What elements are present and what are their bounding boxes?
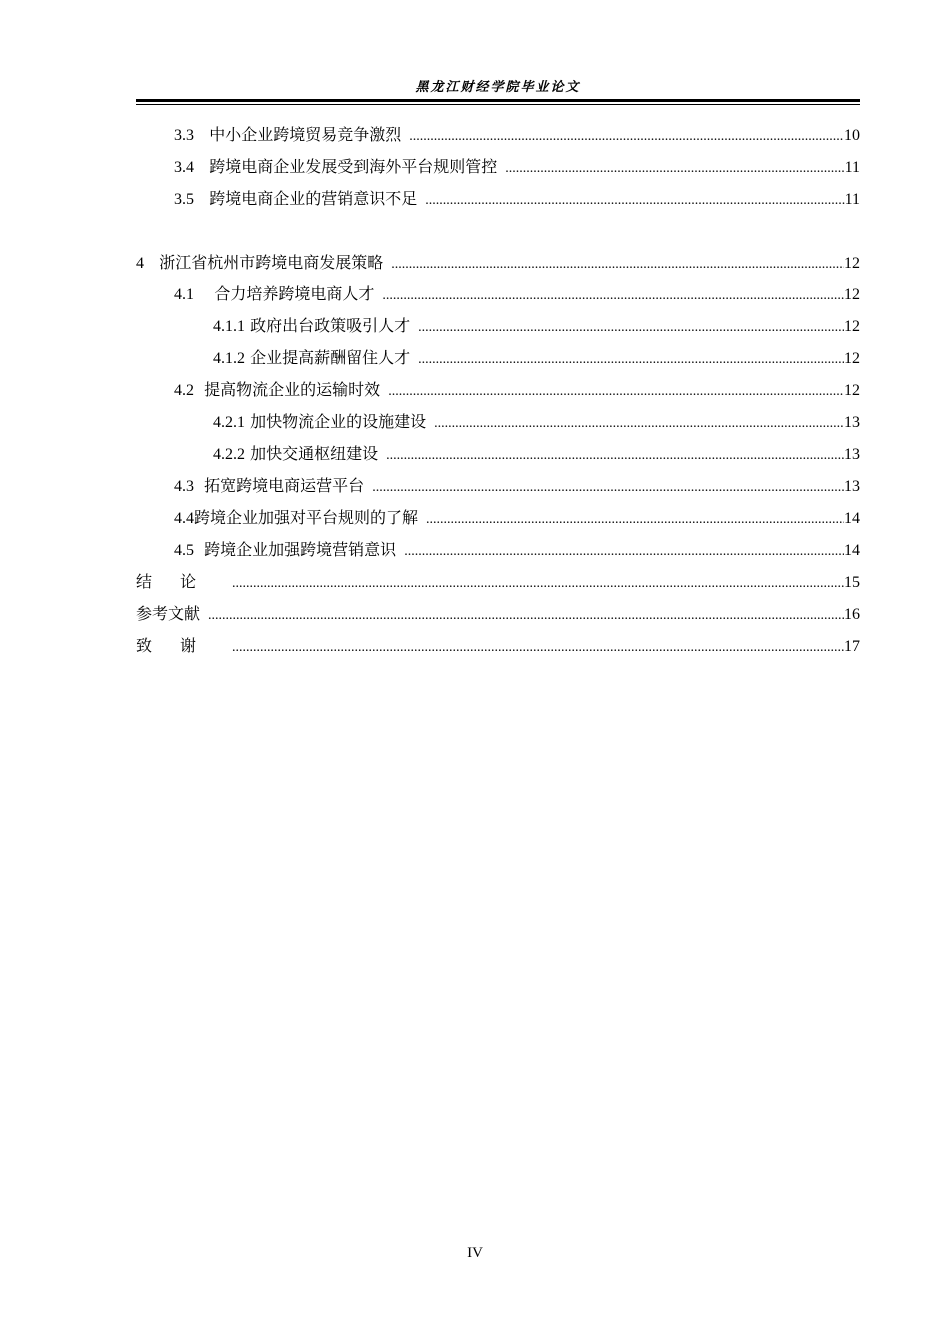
toc-entry-label [213, 442, 386, 467]
toc-dot-leader [426, 508, 844, 532]
toc-entry-label [136, 634, 232, 658]
toc-entry-4-4[interactable] [136, 506, 860, 530]
page-number-footer: IV [467, 1245, 483, 1261]
toc-entry-label [174, 538, 404, 563]
toc-dot-leader [232, 636, 844, 660]
toc-entry-3-4[interactable] [136, 155, 860, 179]
toc-dot-leader [404, 540, 844, 564]
toc-entry-label [174, 123, 409, 148]
toc-dot-leader [372, 476, 844, 500]
toc-entry-label [213, 410, 434, 435]
toc-dot-leader [434, 412, 844, 436]
toc-entry-title: 提高物流企业的运输时效 [204, 380, 381, 399]
toc-entry-title: 浙江省杭州市跨境电商发展策略 [159, 253, 384, 272]
toc-entry-acknowledgements[interactable] [136, 634, 860, 658]
toc-page-number: 10 [844, 127, 860, 144]
running-header: 黑龙江财经学院毕业论文 [415, 80, 581, 95]
header-rule-thin [136, 104, 860, 105]
toc-entry-title: 拓宽跨境电商运营平台 [204, 476, 365, 495]
toc-entry-number: 4 [136, 255, 144, 272]
toc-page-number: 11 [844, 159, 860, 176]
toc-entry-title: 加快交通枢纽建设 [250, 444, 379, 463]
toc-dot-leader [409, 125, 844, 149]
toc-entry-number: 4.1.1 [213, 318, 245, 335]
toc-entry-number: 4.1 [174, 286, 194, 303]
toc-entry-number: 4.2 [174, 382, 194, 399]
toc-entry-4-1-1[interactable] [136, 314, 860, 338]
toc-entry-title: 跨境企业加强跨境营销意识 [204, 540, 397, 559]
toc-entry-label [136, 570, 232, 594]
toc-entry-4-2[interactable] [136, 378, 860, 402]
toc-dot-leader [386, 444, 844, 468]
toc-entry-number: 4.3 [174, 478, 194, 495]
toc-entry-title: 致谢 [136, 636, 225, 655]
toc-entry-title: 加快物流企业的设施建设 [250, 412, 427, 431]
toc-entry-3-5[interactable] [136, 187, 860, 211]
toc-dot-leader [418, 348, 844, 372]
toc-entry-title: 政府出台政策吸引人才 [250, 316, 411, 335]
toc-entry-label [174, 474, 372, 499]
toc-entry-label [213, 314, 418, 339]
toc-entry-title: 合力培养跨境电商人才 [214, 284, 375, 303]
toc-entry-label [174, 506, 426, 531]
toc-entry-4[interactable] [136, 251, 860, 275]
toc-entry-4-2-1[interactable] [136, 410, 860, 434]
toc-page-number: 14 [844, 542, 860, 559]
toc-page-number: 12 [844, 382, 860, 399]
toc-dot-leader [391, 253, 844, 277]
toc-page-number: 13 [844, 446, 860, 463]
toc-page-number: 14 [844, 510, 860, 527]
header-rule-thick [136, 99, 860, 102]
toc-dot-leader [208, 604, 844, 628]
toc-entry-4-3[interactable] [136, 474, 860, 498]
toc-entry-number: 4.2.2 [213, 446, 245, 463]
toc-entry-4-5[interactable] [136, 538, 860, 562]
toc-entry-number: 3.5 [174, 191, 194, 208]
toc-entry-references[interactable] [136, 602, 860, 626]
toc-page-number: 12 [844, 350, 860, 367]
toc-page-number: 16 [844, 606, 860, 623]
toc-entry-number: 3.3 [174, 127, 194, 144]
toc-entry-label [174, 155, 505, 180]
toc-dot-leader [388, 380, 844, 404]
toc-entry-number: 4.1.2 [213, 350, 245, 367]
toc-page-number: 15 [844, 574, 860, 591]
toc-entry-4-1-2[interactable] [136, 346, 860, 370]
toc-entry-label [174, 378, 388, 403]
toc-entry-number: 4.4 [174, 510, 194, 527]
toc-page-number: 13 [844, 478, 860, 495]
toc-entry-label [174, 187, 425, 212]
toc-entry-title: 跨境电商企业的营销意识不足 [209, 189, 418, 208]
toc-entry-number: 4.2.1 [213, 414, 245, 431]
toc-entry-label [136, 251, 391, 276]
toc-page-number: 12 [844, 255, 860, 272]
toc-entry-label [174, 282, 382, 307]
toc-page-number: 12 [844, 286, 860, 303]
toc-entry-number: 3.4 [174, 159, 194, 176]
toc-entry-label [136, 602, 208, 626]
toc-dot-leader [382, 284, 844, 308]
toc-dot-leader [505, 157, 844, 181]
toc-entry-3-3[interactable] [136, 123, 860, 147]
toc-entry-4-1[interactable] [136, 282, 860, 306]
toc-entry-4-2-2[interactable] [136, 442, 860, 466]
toc-entry-number: 4.5 [174, 542, 194, 559]
toc-entry-title: 结论 [136, 572, 225, 591]
toc-entry-conclusion[interactable] [136, 570, 860, 594]
toc-entry-title: 中小企业跨境贸易竞争激烈 [209, 125, 402, 144]
toc-dot-leader [232, 572, 844, 596]
toc-dot-leader [425, 189, 844, 213]
toc-entry-title: 参考文献 [136, 604, 201, 623]
toc-page-number: 17 [844, 638, 860, 655]
toc-page-number: 12 [844, 318, 860, 335]
toc-dot-leader [418, 316, 844, 340]
toc-entry-title: 企业提高薪酬留住人才 [250, 348, 411, 367]
toc-entry-label [213, 346, 418, 371]
toc-page-number: 13 [844, 414, 860, 431]
toc-page-number: 11 [844, 191, 860, 208]
toc-entry-title: 跨境电商企业发展受到海外平台规则管控 [209, 157, 498, 176]
toc-entry-title: 跨境企业加强对平台规则的了解 [194, 508, 419, 527]
